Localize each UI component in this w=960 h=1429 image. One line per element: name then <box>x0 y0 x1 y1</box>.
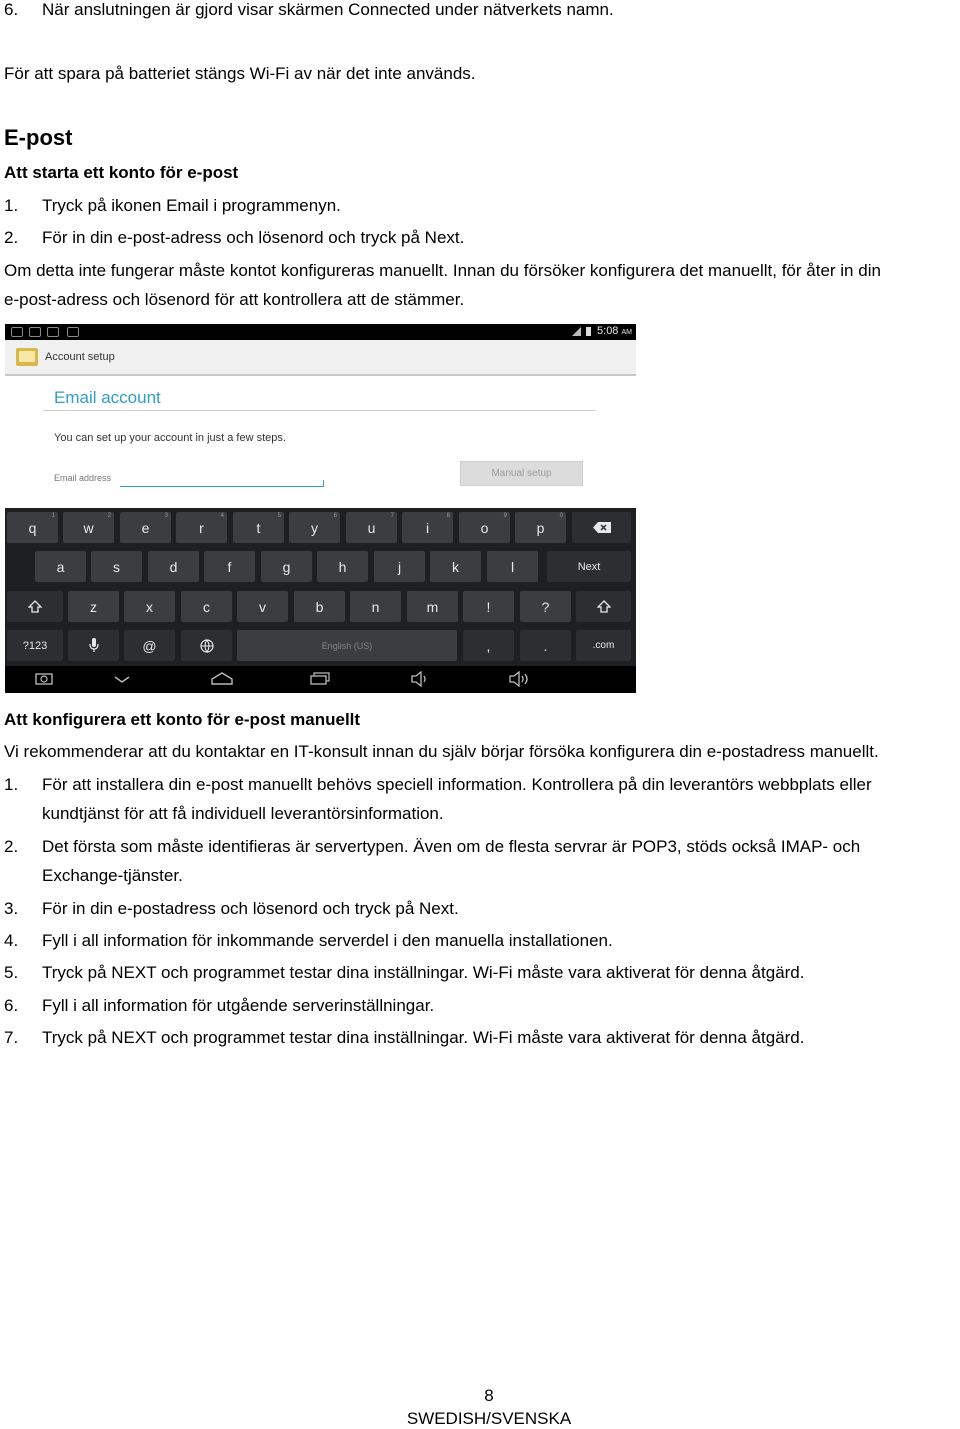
step-number: 1. <box>4 775 19 794</box>
shift-icon <box>597 600 611 614</box>
microphone-key[interactable] <box>68 630 119 661</box>
note-line: e-post-adress och lösenord för att kontrollera att de stämmer. <box>4 290 465 309</box>
wifi-icon <box>29 327 41 337</box>
backspace-key[interactable] <box>572 512 631 543</box>
usb-icon <box>47 327 59 337</box>
footer-language: SWEDISH/SVENSKA <box>406 1409 572 1428</box>
key-n[interactable]: n <box>350 591 401 622</box>
key-m[interactable]: m <box>407 591 458 622</box>
step-number: 1. <box>4 196 19 215</box>
battery-icon <box>586 327 591 336</box>
step-text: Tryck på NEXT och programmet testar dina inställningar. Wi-Fi måste vara aktiverat för denna åtgärd. <box>42 963 805 982</box>
email-address-input[interactable] <box>120 470 324 487</box>
home-icon[interactable] <box>210 671 234 688</box>
key-y[interactable]: y 6 <box>289 512 340 543</box>
step-text: Tryck på ikonen Email i programmenyn. <box>42 196 341 215</box>
email-app-icon <box>16 348 38 366</box>
device-screenshot <box>5 324 636 693</box>
at-key[interactable]: @ <box>124 630 175 661</box>
volume-down-icon[interactable] <box>411 671 431 690</box>
setup-description: You can set up your account in just a few steps. <box>54 432 286 444</box>
status-clock: 5:08 AM <box>597 325 632 337</box>
step-number: 6. <box>4 0 19 19</box>
page-number: 8 <box>484 1386 494 1405</box>
step-number: 6. <box>4 996 19 1015</box>
step-text: Det första som måste identifieras är servertypen. Även om de flesta servrar är POP3, stöds också IMAP- och <box>42 837 861 856</box>
key-c[interactable]: c <box>181 591 232 622</box>
space-key[interactable]: English (US) <box>237 630 457 661</box>
comma-key[interactable]: , <box>463 630 514 661</box>
battery-tip: För att spara på batteriet stängs Wi-Fi av när det inte används. <box>4 64 476 83</box>
key-w[interactable]: w 2 <box>63 512 114 543</box>
action-bar <box>5 340 636 376</box>
note-line: Om detta inte fungerar måste kontot konfigureras manuellt. Innan du försöker konfigurera det manuellt, för åter in din <box>4 261 881 280</box>
section-intro: Vi rekommenderar att du kontaktar en IT-konsult innan du själv börjar försöka konfigurera din e-postadress manuellt. <box>4 742 879 761</box>
step-text: För att installera din e-post manuellt behövs speciell information. Kontrollera på din leverantörs webbplats eller <box>42 775 872 794</box>
key-x[interactable]: x <box>124 591 175 622</box>
key-p[interactable]: p 0 <box>515 512 566 543</box>
email-address-label: Email address <box>54 473 112 483</box>
dotcom-key[interactable]: .com <box>576 630 631 661</box>
step-text: Tryck på NEXT och programmet testar dina inställningar. Wi-Fi måste vara aktiverat för denna åtgärd. <box>42 1028 805 1047</box>
key-question[interactable]: ? <box>520 591 571 622</box>
key-q[interactable]: q 1 <box>7 512 58 543</box>
camera-icon[interactable] <box>35 671 53 688</box>
microphone-icon <box>89 638 99 653</box>
key-d[interactable]: d <box>148 551 199 582</box>
notification-icon <box>11 327 23 337</box>
status-bar <box>5 324 636 340</box>
key-e[interactable]: e 3 <box>120 512 171 543</box>
key-f[interactable]: f <box>204 551 255 582</box>
step-number: 7. <box>4 1028 19 1047</box>
step-text: När anslutningen är gjord visar skärmen Connected under nätverkets namn. <box>42 0 614 19</box>
shift-key-left[interactable] <box>7 591 63 622</box>
divider <box>43 410 596 411</box>
hide-keyboard-icon[interactable] <box>113 671 131 688</box>
key-o[interactable]: o 9 <box>459 512 510 543</box>
symbols-key[interactable]: ?123 <box>7 630 63 661</box>
step-text: För in din e-post-adress och lösenord och tryck på Next. <box>42 228 465 247</box>
shift-icon <box>28 600 42 614</box>
language-key[interactable] <box>181 630 232 661</box>
next-key[interactable]: Next <box>547 551 631 582</box>
backspace-icon <box>593 522 611 533</box>
key-l[interactable]: l <box>487 551 538 582</box>
globe-icon <box>200 639 214 653</box>
key-z[interactable]: z <box>68 591 119 622</box>
key-g[interactable]: g <box>261 551 312 582</box>
step-number: 2. <box>4 837 19 856</box>
step-text: Fyll i all information för inkommande serverdel i den manuella installationen. <box>42 931 613 950</box>
step-number: 5. <box>4 963 19 982</box>
shift-key-right[interactable] <box>576 591 631 622</box>
key-r[interactable]: r 4 <box>176 512 227 543</box>
key-b[interactable]: b <box>294 591 345 622</box>
key-v[interactable]: v <box>237 591 288 622</box>
key-t[interactable]: t 5 <box>233 512 284 543</box>
step-text: Fyll i all information för utgående serverinställningar. <box>42 996 435 1015</box>
step-number: 3. <box>4 899 19 918</box>
key-j[interactable]: j <box>374 551 425 582</box>
signal-icon <box>572 327 581 336</box>
key-k[interactable]: k <box>430 551 481 582</box>
navigation-bar <box>5 666 636 693</box>
action-bar-title: Account setup <box>45 351 115 363</box>
key-s[interactable]: s <box>91 551 142 582</box>
step-text-continued: kundtjänst för att få individuell leverantörsinformation. <box>42 804 444 823</box>
volume-up-icon[interactable] <box>509 671 531 690</box>
recent-apps-icon[interactable] <box>309 671 331 688</box>
section-subheading: Att konfigurera ett konto för e-post manuellt <box>4 710 361 729</box>
key-h[interactable]: h <box>317 551 368 582</box>
screenshot-icon <box>67 327 79 337</box>
period-key[interactable]: . <box>520 630 571 661</box>
on-screen-keyboard <box>5 508 636 666</box>
email-account-title: Email account <box>54 388 161 407</box>
key-a[interactable]: a <box>35 551 86 582</box>
input-edge <box>323 480 324 486</box>
manual-setup-button[interactable]: Manual setup <box>460 461 583 486</box>
step-text-continued: Exchange-tjänster. <box>42 866 183 885</box>
key-i[interactable]: i 8 <box>402 512 453 543</box>
step-number: 2. <box>4 228 19 247</box>
section-heading: E-post <box>4 125 73 150</box>
key-u[interactable]: u 7 <box>346 512 397 543</box>
key-exclamation[interactable]: ! <box>463 591 514 622</box>
step-number: 4. <box>4 931 19 950</box>
step-text: För in din e-postadress och lösenord och tryck på Next. <box>42 899 459 918</box>
section-subheading: Att starta ett konto för e-post <box>4 163 239 182</box>
